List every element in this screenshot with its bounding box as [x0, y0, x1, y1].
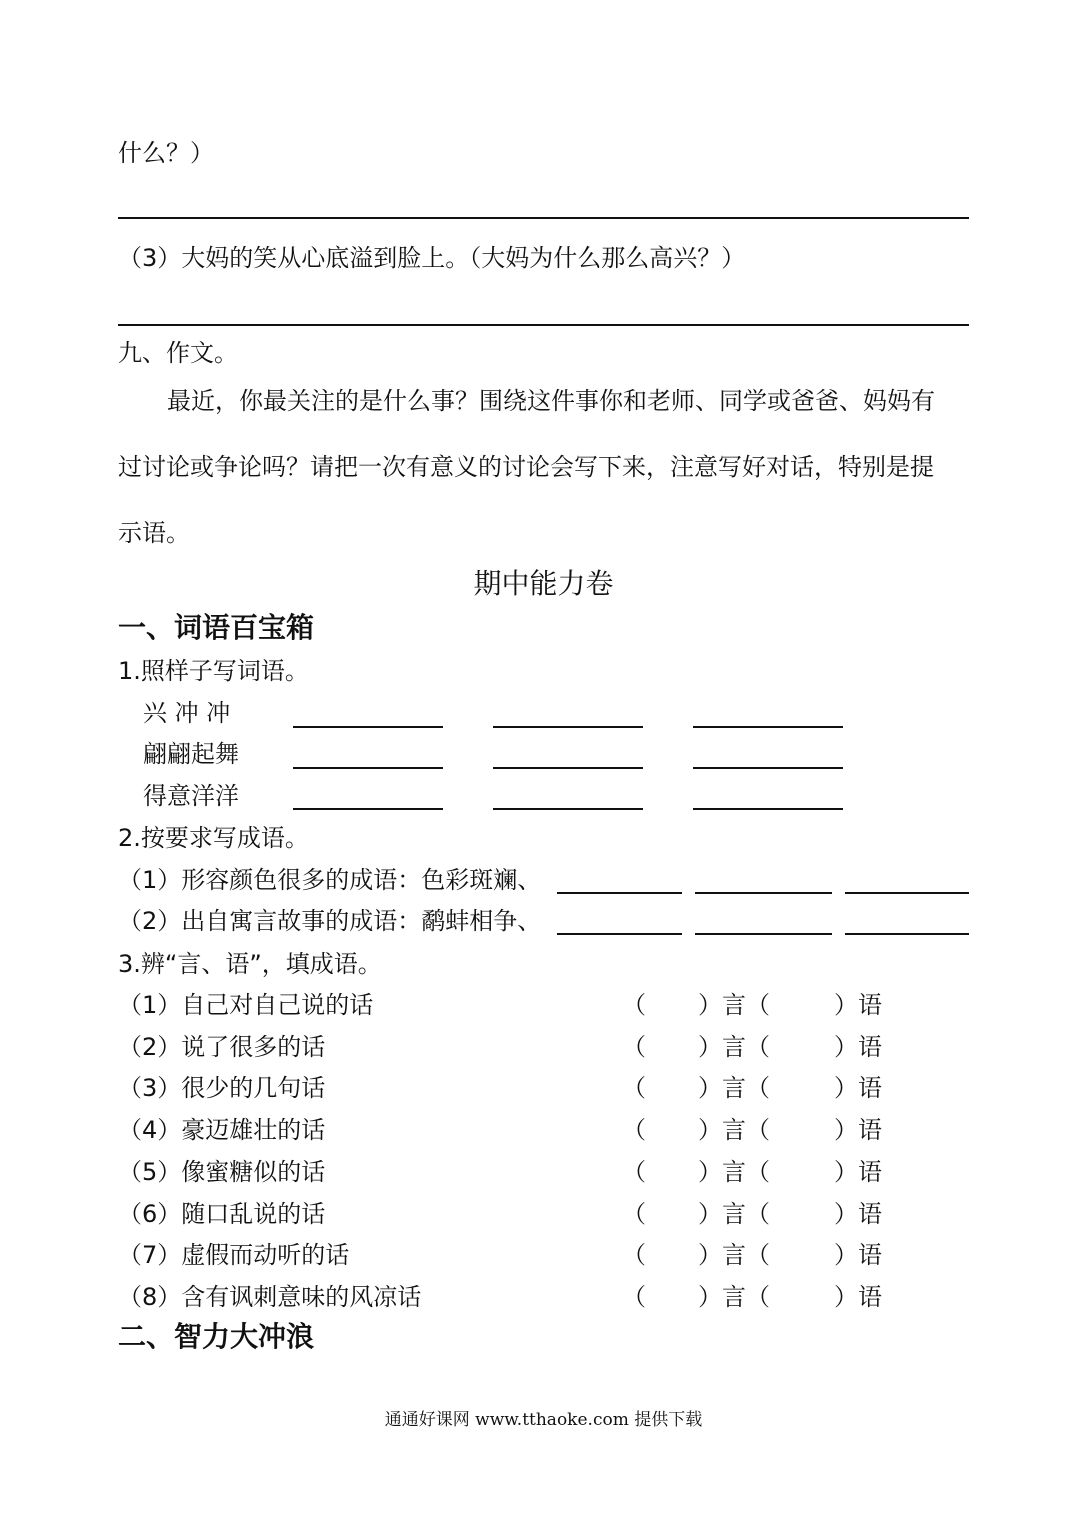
paren-blank[interactable]: [785, 1201, 833, 1227]
answer-line: [118, 217, 969, 219]
fill-blank[interactable]: [493, 808, 643, 810]
paren-blank[interactable]: [785, 992, 833, 1018]
fill-blank[interactable]: [493, 726, 643, 728]
open-paren: （: [622, 1074, 646, 1102]
exam-title: 期中能力卷: [473, 567, 614, 600]
q3-item-label: （6）随口乱说的话: [118, 1200, 326, 1228]
open-paren: （: [622, 1116, 646, 1144]
example-word: 得意洋洋: [143, 782, 239, 810]
fill-blank[interactable]: [293, 726, 443, 728]
paren-blank[interactable]: [648, 992, 698, 1018]
paren-blank[interactable]: [785, 1159, 833, 1185]
q2-item-2: （2）出自寓言故事的成语：鹬蚌相争、: [118, 907, 542, 935]
example-word: 翩翩起舞: [143, 740, 239, 768]
open-paren: （: [622, 1158, 646, 1186]
q3-item-label: （3）很少的几句话: [118, 1074, 326, 1102]
q3-item-label: （5）像蜜糖似的话: [118, 1158, 326, 1186]
q3-item-label: （8）含有讽刺意味的风凉话: [118, 1283, 422, 1311]
answer-line: [118, 324, 969, 326]
fill-blank[interactable]: [695, 892, 832, 894]
q3-item-label: （7）虚假而动听的话: [118, 1241, 350, 1269]
q3-item-label: （1）自己对自己说的话: [118, 991, 374, 1019]
yu-label: ）语: [834, 1200, 882, 1228]
paren-blank[interactable]: [785, 1075, 833, 1101]
q3-item-label: （2）说了很多的话: [118, 1033, 326, 1061]
fill-blank[interactable]: [695, 933, 832, 935]
yu-label: ）语: [834, 1033, 882, 1061]
fill-blank[interactable]: [493, 767, 643, 769]
paren-blank[interactable]: [785, 1117, 833, 1143]
yu-label: ）语: [834, 1074, 882, 1102]
composition-paragraph-line: 过讨论或争论吗？请把一次有意义的讨论会写下来，注意写好对话，特别是提: [118, 453, 934, 481]
q3-item-label: （4）豪迈雄壮的话: [118, 1116, 326, 1144]
paren-blank[interactable]: [785, 1284, 833, 1310]
page-footer: 通通好课网 www.tthaoke.com 提供下载: [384, 1410, 703, 1430]
fill-blank[interactable]: [693, 808, 843, 810]
fill-blank[interactable]: [845, 933, 969, 935]
fill-blank[interactable]: [557, 933, 682, 935]
fill-blank[interactable]: [693, 726, 843, 728]
section-9-title: 九、作文。: [118, 339, 238, 367]
q3-title: 3.辨“言、语”，填成语。: [118, 950, 382, 978]
yan-label: ）言（: [698, 1283, 770, 1311]
yu-label: ）语: [834, 1241, 882, 1269]
paren-blank[interactable]: [785, 1242, 833, 1268]
open-paren: （: [622, 1033, 646, 1061]
paren-blank[interactable]: [648, 1117, 698, 1143]
continued-answer-prompt: 什么？）: [118, 139, 214, 167]
composition-paragraph-line: 最近，你最关注的是什么事？围绕这件事你和老师、同学或爸爸、妈妈有: [167, 387, 935, 415]
paren-blank[interactable]: [648, 1242, 698, 1268]
part-2-heading: 二、智力大冲浪: [118, 1320, 315, 1353]
yan-label: ）言（: [698, 1116, 770, 1144]
composition-paragraph-line: 示语。: [118, 519, 190, 547]
question-3-prompt: （3）大妈的笑从心底溢到脸上。（大妈为什么那么高兴？）: [118, 244, 746, 272]
q1-title: 1.照样子写词语。: [118, 657, 309, 685]
open-paren: （: [622, 1283, 646, 1311]
q2-item-1: （1）形容颜色很多的成语：色彩斑斓、: [118, 866, 542, 894]
q2-title: 2.按要求写成语。: [118, 824, 309, 852]
yan-label: ）言（: [698, 1074, 770, 1102]
yan-label: ）言（: [698, 1033, 770, 1061]
paren-blank[interactable]: [648, 1034, 698, 1060]
paren-blank[interactable]: [648, 1201, 698, 1227]
paren-blank[interactable]: [648, 1075, 698, 1101]
open-paren: （: [622, 1241, 646, 1269]
paren-blank[interactable]: [648, 1284, 698, 1310]
part-1-heading: 一、词语百宝箱: [118, 611, 315, 644]
yan-label: ）言（: [698, 991, 770, 1019]
fill-blank[interactable]: [845, 892, 969, 894]
fill-blank[interactable]: [293, 767, 443, 769]
example-word: 兴 冲 冲: [143, 699, 231, 727]
open-paren: （: [622, 1200, 646, 1228]
yan-label: ）言（: [698, 1241, 770, 1269]
yan-label: ）言（: [698, 1158, 770, 1186]
open-paren: （: [622, 991, 646, 1019]
yu-label: ）语: [834, 1283, 882, 1311]
yan-label: ）言（: [698, 1200, 770, 1228]
yu-label: ）语: [834, 1158, 882, 1186]
yu-label: ）语: [834, 991, 882, 1019]
paren-blank[interactable]: [648, 1159, 698, 1185]
fill-blank[interactable]: [557, 892, 682, 894]
fill-blank[interactable]: [293, 808, 443, 810]
paren-blank[interactable]: [785, 1034, 833, 1060]
fill-blank[interactable]: [693, 767, 843, 769]
yu-label: ）语: [834, 1116, 882, 1144]
